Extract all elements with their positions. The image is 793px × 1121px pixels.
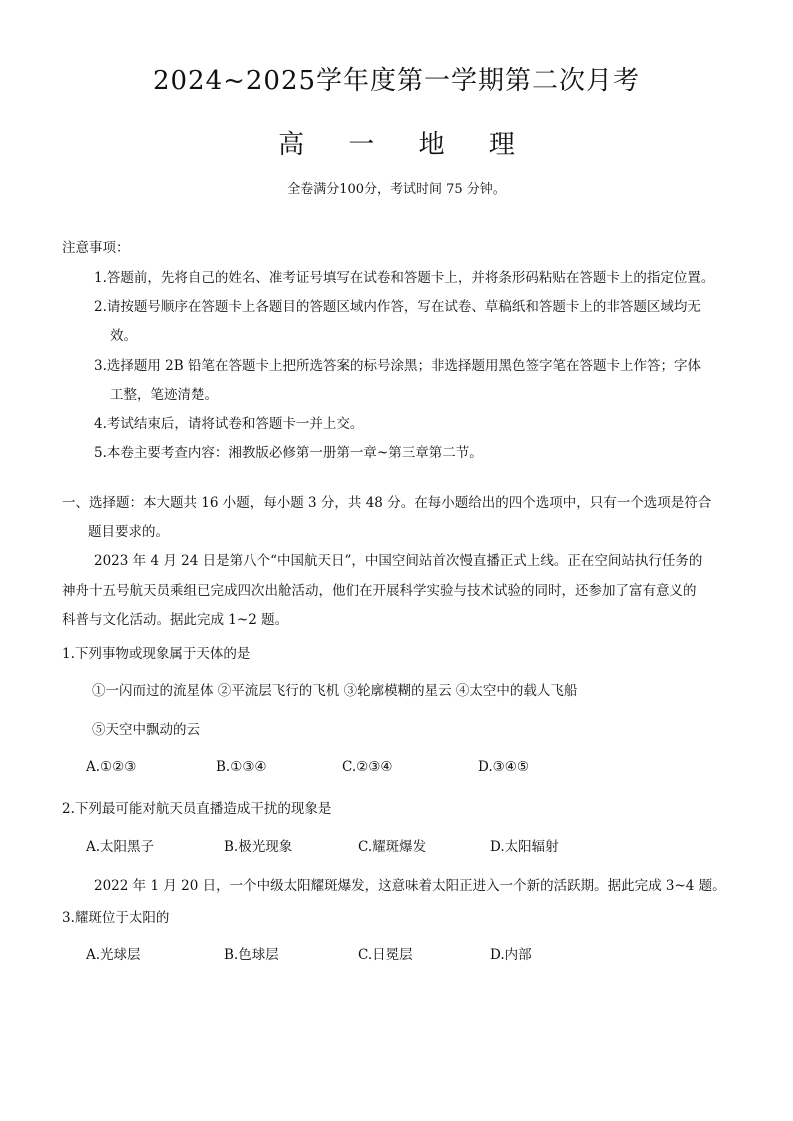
question-1-stem: 1.下列事物或现象属于天体的是 xyxy=(62,646,251,662)
option-a[interactable]: A.①②③ xyxy=(86,759,137,775)
note-item-continued: 工整，笔迹清楚。 xyxy=(110,387,218,403)
section-heading: 一、选择题：本大题共 16 小题，每小题 3 分，共 48 分。在每小题给出的四个选项中，只有一个选项是符合 xyxy=(62,495,712,511)
question-1-items: ⑤天空中飘动的云 xyxy=(92,722,200,738)
question-2-stem: 2.下列最可能对航天员直播造成干扰的现象是 xyxy=(62,801,332,817)
option-c[interactable]: C.耀斑爆发 xyxy=(358,839,427,855)
passage-text: 科普与文化活动。据此完成 1~2 题。 xyxy=(62,612,289,628)
option-a[interactable]: A.光球层 xyxy=(86,947,141,963)
option-d[interactable]: D.太阳辐射 xyxy=(490,839,559,855)
question-2-options xyxy=(86,835,736,855)
section-heading-continued: 题目要求的。 xyxy=(88,524,169,540)
passage-text: 2022 年 1 月 20 日，一个中级太阳耀斑爆发，这意味着太阳正进入一个新的活跃期。据此完成 3~4 题。 xyxy=(94,878,726,894)
question-3-options xyxy=(86,943,736,963)
note-item: 4.考试结束后，请将试卷和答题卡一并上交。 xyxy=(94,416,364,432)
option-b[interactable]: B.①③④ xyxy=(216,759,267,775)
option-a[interactable]: A.太阳黑子 xyxy=(86,839,155,855)
note-item-continued: 效。 xyxy=(110,328,137,344)
option-d[interactable]: D.内部 xyxy=(490,947,532,963)
passage-text: 2023 年 4 月 24 日是第八个“中国航天日”，中国空间站首次慢直播正式上线。正在空间站执行任务的 xyxy=(94,553,703,569)
note-item: 1.答题前，先将自己的姓名、准考证号填写在试卷和答题卡上，并将条形码粘贴在答题卡上的指定位置。 xyxy=(94,270,715,286)
question-1-items: ①一闪而过的流星体 ②平流层飞行的飞机 ③轮廓模糊的星云 ④太空中的载人飞船 xyxy=(92,683,578,699)
passage-text: 神舟十五号航天员乘组已完成四次出舱活动，他们在开展科学实验与技术试验的同时，还参加了富有意义的 xyxy=(62,583,697,599)
question-3-stem: 3.耀斑位于太阳的 xyxy=(62,910,170,926)
note-item: 5.本卷主要考查内容：湘教版必修第一册第一章~第三章第二节。 xyxy=(94,445,483,461)
note-item: 3.选择题用 2B 铅笔在答题卡上把所选答案的标号涂黑；非选择题用黑色签字笔在答题卡上作答；字体 xyxy=(94,358,701,374)
option-c[interactable]: C.日冕层 xyxy=(358,947,413,963)
option-d[interactable]: D.③④⑤ xyxy=(478,759,529,775)
exam-title: 2024~2025学年度第一学期第二次月考 xyxy=(152,66,641,96)
exam-subject: 高 一 地 理 xyxy=(278,130,533,160)
option-b[interactable]: B.极光现象 xyxy=(224,839,293,855)
note-item: 2.请按题号顺序在答题卡上各题目的答题区域内作答，写在试卷、草稿纸和答题卡上的非答题区域均无 xyxy=(94,299,701,315)
option-c[interactable]: C.②③④ xyxy=(342,759,393,775)
exam-meta: 全卷满分100分，考试时间 75 分钟。 xyxy=(287,182,506,197)
notes-heading: 注意事项： xyxy=(62,240,130,256)
question-1-options xyxy=(86,759,736,779)
option-b[interactable]: B.色球层 xyxy=(224,947,279,963)
